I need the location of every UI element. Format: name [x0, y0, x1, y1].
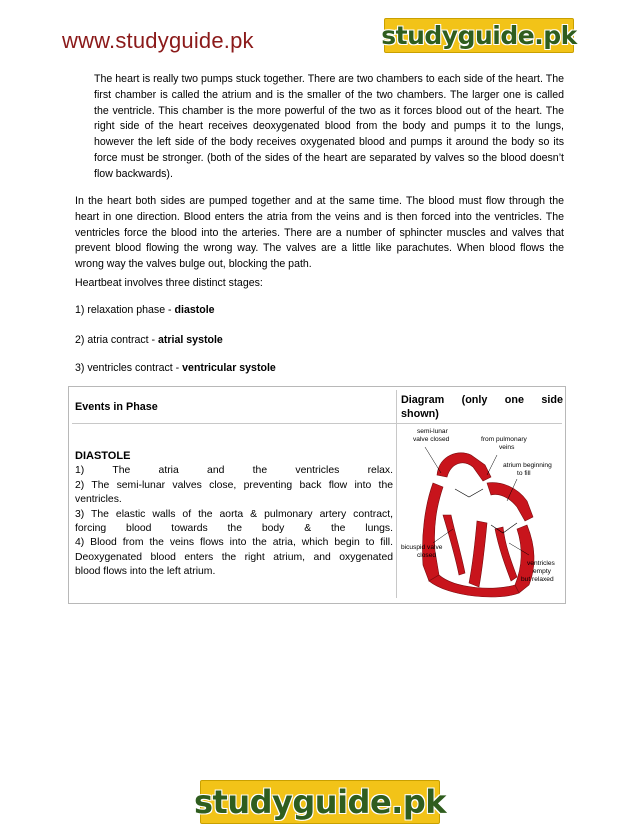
stage-2: 2) atria contract - atrial systole — [75, 334, 223, 346]
label-semilunar-line2: valve closed — [413, 436, 450, 443]
table-divider-horizontal — [72, 423, 562, 424]
label-atrium-line2: to fill — [517, 470, 531, 477]
label-pulmonary-line2: veins — [499, 444, 515, 451]
paragraph-blood-flow: In the heart both sides are pumped together and at the same time. The blood must flow through the heart in one direction. Blood enters the atria from the veins and is then forced into the ventricles. The ventricles force the blood into the arteries. There are a number of sphincter muscles and valves that prevent blood flowing the wrong way. The valves are a little like parachutes. When blood flows the wrong way the valves bulge out, blocking the path. — [75, 195, 564, 271]
studyguide-logo-bottom: studyguide.pk — [200, 780, 440, 824]
diastole-events-cell — [75, 449, 393, 580]
intro-paragraph: The heart is really two pumps stuck together. There are two chambers to each side of the heart. The first chamber is called the atrium and is the smaller of the two chambers. The larger one is called the ventricle. This chamber is the more powerful of the two as it forces blood out of the heart. The right side of the heart receives deoxygenated blood from the body and pumps it to the lungs, however the left side of the body receives oxygenated blood and pumps it around the body so its force must be stronger. (both of the sides of the heart are separated by valves so the blood doesn’t flow backwards). — [94, 73, 564, 180]
label-bicuspid-line2: closed — [417, 552, 437, 559]
phase-line: Deoxygenated blood enters the right atrium, and oxygenated — [75, 551, 393, 563]
studyguide-logo-top: studyguide.pk — [384, 18, 574, 53]
stage-3-term: ventricular systole — [182, 362, 276, 374]
label-ventricles-line1: ventricles — [527, 560, 555, 567]
phase-table — [68, 386, 566, 604]
heart-diastole-diagram — [399, 425, 563, 603]
label-ventricles-line3: but relaxed — [521, 576, 554, 583]
phase-line: 1) The atria and the ventricles relax. — [75, 465, 393, 477]
stage-1: 1) relaxation phase - diastole — [75, 304, 215, 316]
phase-line: forcing blood towards the body & the lungs. — [75, 523, 393, 535]
stage-3: 3) ventricles contract - ventricular systole — [75, 362, 276, 374]
phase-line: blood flows into the left atrium. — [75, 566, 216, 578]
phase-title: DIASTOLE — [75, 450, 131, 462]
phase-line: 4) Blood from the veins flows into the atria, which begin to fill. — [75, 537, 393, 549]
label-ventricles-line2: empty — [533, 568, 551, 575]
label-pulmonary-line1: from pulmonary — [481, 436, 527, 443]
heart-diagram-svg — [399, 425, 563, 603]
table-divider-vertical — [396, 390, 397, 598]
phase-line: 3) The elastic walls of the aorta & pulmonary artery contract, — [75, 508, 393, 520]
phase-line: ventricles. — [75, 494, 122, 506]
column-header-events: Events in Phase — [75, 401, 158, 413]
stage-2-term: atrial systole — [158, 334, 223, 346]
label-semilunar-line1: semi-lunar — [417, 428, 448, 435]
paragraph-stages-intro: Heartbeat involves three distinct stages: — [75, 277, 263, 289]
stage-1-term: diastole — [174, 304, 215, 316]
label-bicuspid-line1: bicuspid valve — [401, 544, 443, 551]
column-header-diagram: Diagram (only one side shown) — [401, 394, 563, 420]
label-atrium-line1: atrium beginning — [503, 462, 552, 469]
phase-line: 2) The semi-lunar valves close, preventing back flow into the — [75, 479, 393, 491]
site-url[interactable]: www.studyguide.pk — [62, 28, 254, 53]
